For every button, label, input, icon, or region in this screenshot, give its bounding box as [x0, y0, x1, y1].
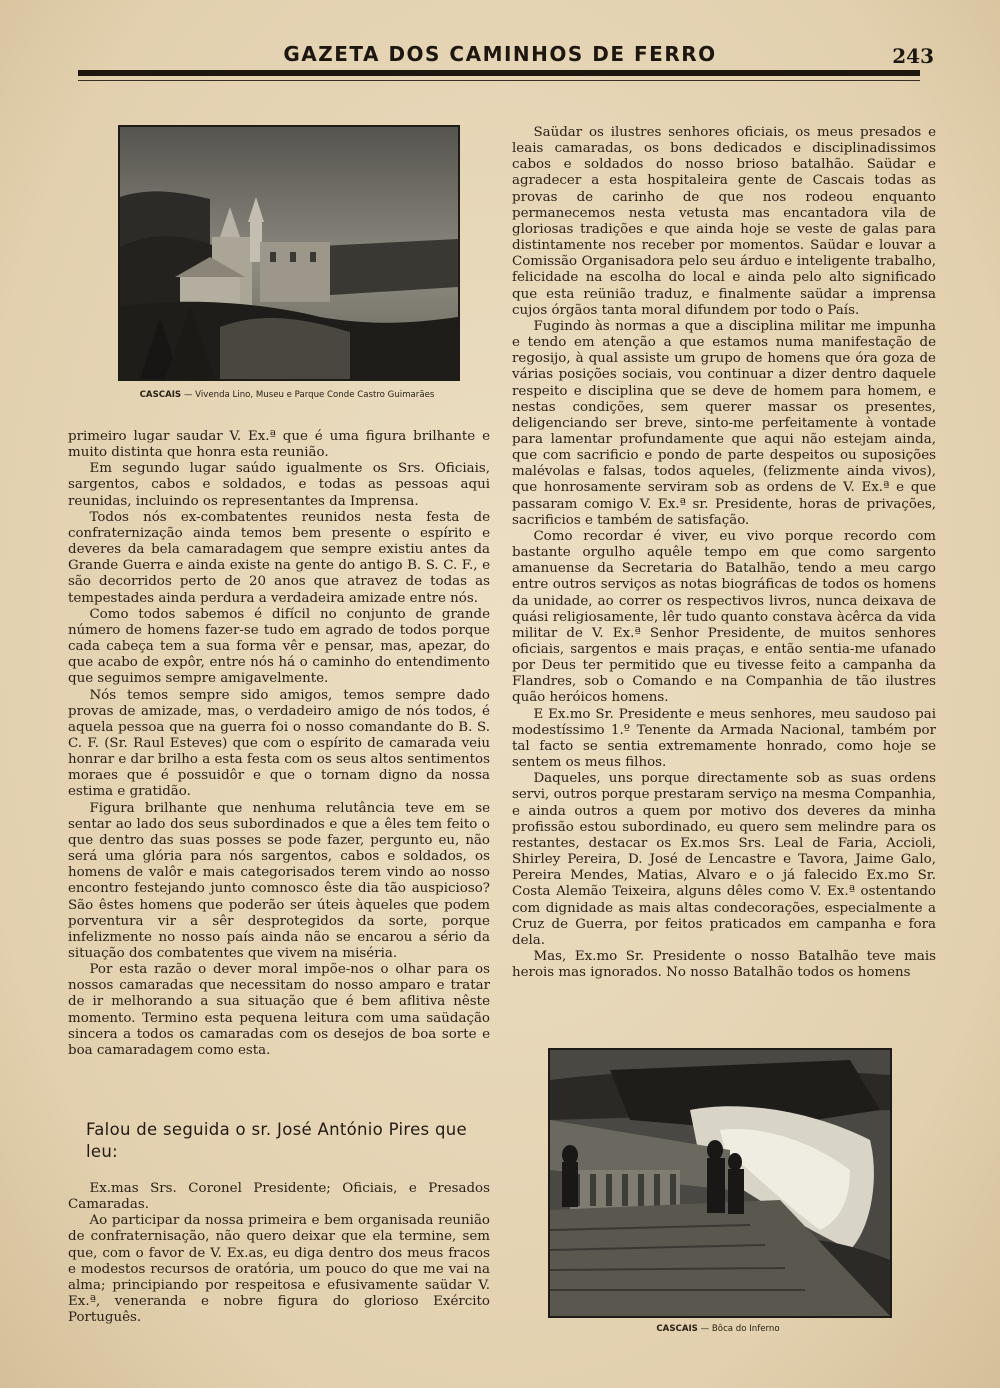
photo-villa-lino [118, 125, 460, 381]
masthead-rule-thick [78, 70, 920, 76]
paragraph: Nós temos sempre sido amigos, temos sempre dado provas de amizade, mas, o verdadeiro amigo de nós todos, é aquela pessoa que na guerra foi o nosso comandante do B. S. C. F. (Sr. Raul Esteves) que com o espírito de camarada veiu honrar e dar brilho a esta festa com os seus altos sentimentos moraes que é possuidôr e que o tornam digno da nossa estima e gratidão. [68, 687, 490, 800]
paragraph: Ex.mas Srs. Coronel Presidente; Oficiais, e Presados Camaradas. [68, 1181, 490, 1213]
photo-caption-boca [548, 1324, 888, 1334]
right-column [512, 125, 936, 981]
paragraph: Mas, Ex.mo Sr. Presidente o nosso Batalhão teve mais herois mas ignorados. No nosso Batalhão todos os homens [512, 948, 936, 981]
paragraph: primeiro lugar saudar V. Ex.ª que é uma figura brilhante e muito distinta que honra esta reunião. [68, 429, 490, 461]
paragraph: Como todos sabemos é difícil no conjunto de grande número de homens fazer-se tudo em agrado de todos porque cada cabeça tem a sua forma vêr e pensar, mas, apezar, do que acabo de expôr, entre nós há o caminho do entendimento que seguimos sempre amigavelmente. [68, 606, 490, 687]
caption-text: — Vivenda Lino, Museu e Parque Conde Castro Guimarães [181, 390, 435, 400]
paragraph: Daqueles, uns porque directamente sob as suas ordens servi, outros porque prestaram serviço na mesma Companhia, e ainda outros a quem por motivo dos deveres da minha profissão estou subordinado, eu quero sem melindre para os restantes, destacar os Ex.mos Srs. Leal de Faria, Accioli, Shirley Pereira, D. José de Lencastre e Tavora, Jaime Galo, Pereira Mendes, Matias, Alvaro e o já falecido Ex.mo Sr. Costa Alemão Teixeira, alguns dêles como V. Ex.ª ostentando com dignidade as mais altas condecorações, especialmente a Cruz de Guerra, por feitos praticados em campanha e fora dela. [512, 771, 936, 948]
photo-caption-villa [84, 390, 490, 400]
paragraph: Fugindo às normas a que a disciplina militar me impunha e tendo em atenção a que estamos numa manifestação de regosijo, à qual assiste um grupo de homens que óra goza de várias posições sociais, vou continuar a dizer dentro daquele respeito e disciplina que se deve de homem para homem, e nestas condições, sem querer massar os presentes, deligenciando ser breve, sinto-me perfeitamente à vontade para lamentar profundamente que aqui não estejam ainda, que com sacrificio e pondo de parte despeitos ou suposições malévolas e falsas, todos aqueles, (felizmente ainda vivos), que honrosamente serviram sob as ordens de V. Ex.ª e que passaram comigo V. Ex.ª sr. Presidente, horas de privações, sacrificios e também de satisfação. [512, 318, 936, 528]
paragraph: Ao participar da nossa primeira e bem organisada reunião de confraternisação, não quero deixar que ela termine, sem que, com o favor de V. Ex.as, eu diga dentro dos meus fracos e modestos recursos de oratória, um pouco do que me vai na alma; principiando por respeitosa e efusivamente saüdar V. Ex.ª, veneranda e nobre figura do glorioso Exército Português. [68, 1213, 490, 1326]
masthead-rule-thin [78, 80, 920, 81]
publication-title: GAZETA DOS CAMINHOS DE FERRO [283, 42, 717, 66]
paragraph: Como recordar é viver, eu vivo porque recordo com bastante orgulho aquêle tempo em que como sargento amanuense da Secretaria do Batalhão, tendo a meu cargo entre outros serviços as notas biográficas de todos os homens da unidade, ao correr os respectivos livros, nunca deixava de quási religiosamente, lêr tudo quanto constava àcêrca da vida militar de V. Ex.ª Senhor Presidente, de muitos senhores oficiais, sargentos e mais praças, e então sentia-me ufanado por Deus ter permitido que eu tivesse feito a campanha da Flandres, sob o Comando e na Companhia de tão ilustres quão heróicos homens. [512, 528, 936, 706]
paragraph: Em segundo lugar saúdo igualmente os Srs. Oficiais, sargentos, cabos e soldados, e todas as pessoas aqui reunidas, incluindo os representantes da Imprensa. [68, 461, 490, 509]
paragraph: Por esta razão o dever moral impõe-nos o olhar para os nossos camaradas que necessitam do nosso amparo e tratar de ir melhorando a sua situação que é bem aflitiva nêste momento. Termino esta pequena leitura com uma saüdação sincera a todos os camaradas com os desejos de boa sorte e boa camaradagem como esta. [68, 962, 490, 1058]
paragraph: Figura brilhante que nenhuma relutância teve em se sentar ao lado dos seus subordinados e que a êles tem feito o que dentro das suas posses se pode fazer, pergunto eu, não será uma glória para nós sargentos, cabos e soldados, os homens de valôr e mais categorisados terem vindo ao nosso encontro festejando junto comnosco êste dia tão auspicioso? São êstes homens que poderão ser úteis àqueles que podem porventura vir a sêr desprotegidos da sorte, porque infelizmente no nosso país ainda não se encarou a sério da situação dos combatentes que vivem na miséria. [68, 800, 490, 961]
caption-place: CASCAIS [139, 390, 182, 400]
paragraph: E Ex.mo Sr. Presidente e meus senhores, meu saudoso pai modestíssimo 1.º Tenente da Armada Nacional, também por tal facto se sentia extremamente honrado, como hoje se sentem os meus filhos. [512, 706, 936, 771]
caption-text: — Bôca do Inferno [697, 1324, 780, 1334]
section-subhead: Falou de seguida o sr. José António Pires que leu: [86, 1120, 467, 1161]
left-column [68, 429, 490, 1059]
boca-photo-graphic [550, 1050, 890, 1316]
paragraph: Saüdar os ilustres senhores oficiais, os meus presados e leais camaradas, os bons dedicados e disciplinadissimos cabos e soldados do nosso brioso batalhão. Saüdar e agradecer a esta hospitaleira gente de Cascais todas as provas de carinho de que nos rodeou enquanto permanecemos nesta vetusta mas encantadora vila de gloriosas tradições e que ainda hoje se veste de galas para distintamente nos receber por momentos. Saüdar e louvar a Comissão Organisadora pelo seu árduo e inteligente trabalho, felicidade na escolha do local e ainda pelo alto significado que esta reünião traduz, e finalmente saüdar a imprensa cujos órgãos tanta moral difundem por todo o País. [512, 125, 936, 318]
caption-place: CASCAIS [656, 1324, 698, 1334]
villa-photo-graphic [120, 127, 458, 379]
photo-boca-do-inferno [548, 1048, 892, 1318]
paragraph: Todos nós ex-combatentes reunidos nesta festa de confraternização ainda temos bem presente o espírito e deveres da bela camaradagem que sempre existiu antes da Grande Guerra e ainda existe na gente do antigo B. S. C. F., e são decorridos perto de 20 anos que atravez de todas as tempestades ainda perdura a verdadeira amizade entre nós. [68, 509, 490, 606]
masthead [80, 42, 934, 68]
left-column-continued [68, 1181, 490, 1326]
page-number: 243 [892, 44, 934, 68]
